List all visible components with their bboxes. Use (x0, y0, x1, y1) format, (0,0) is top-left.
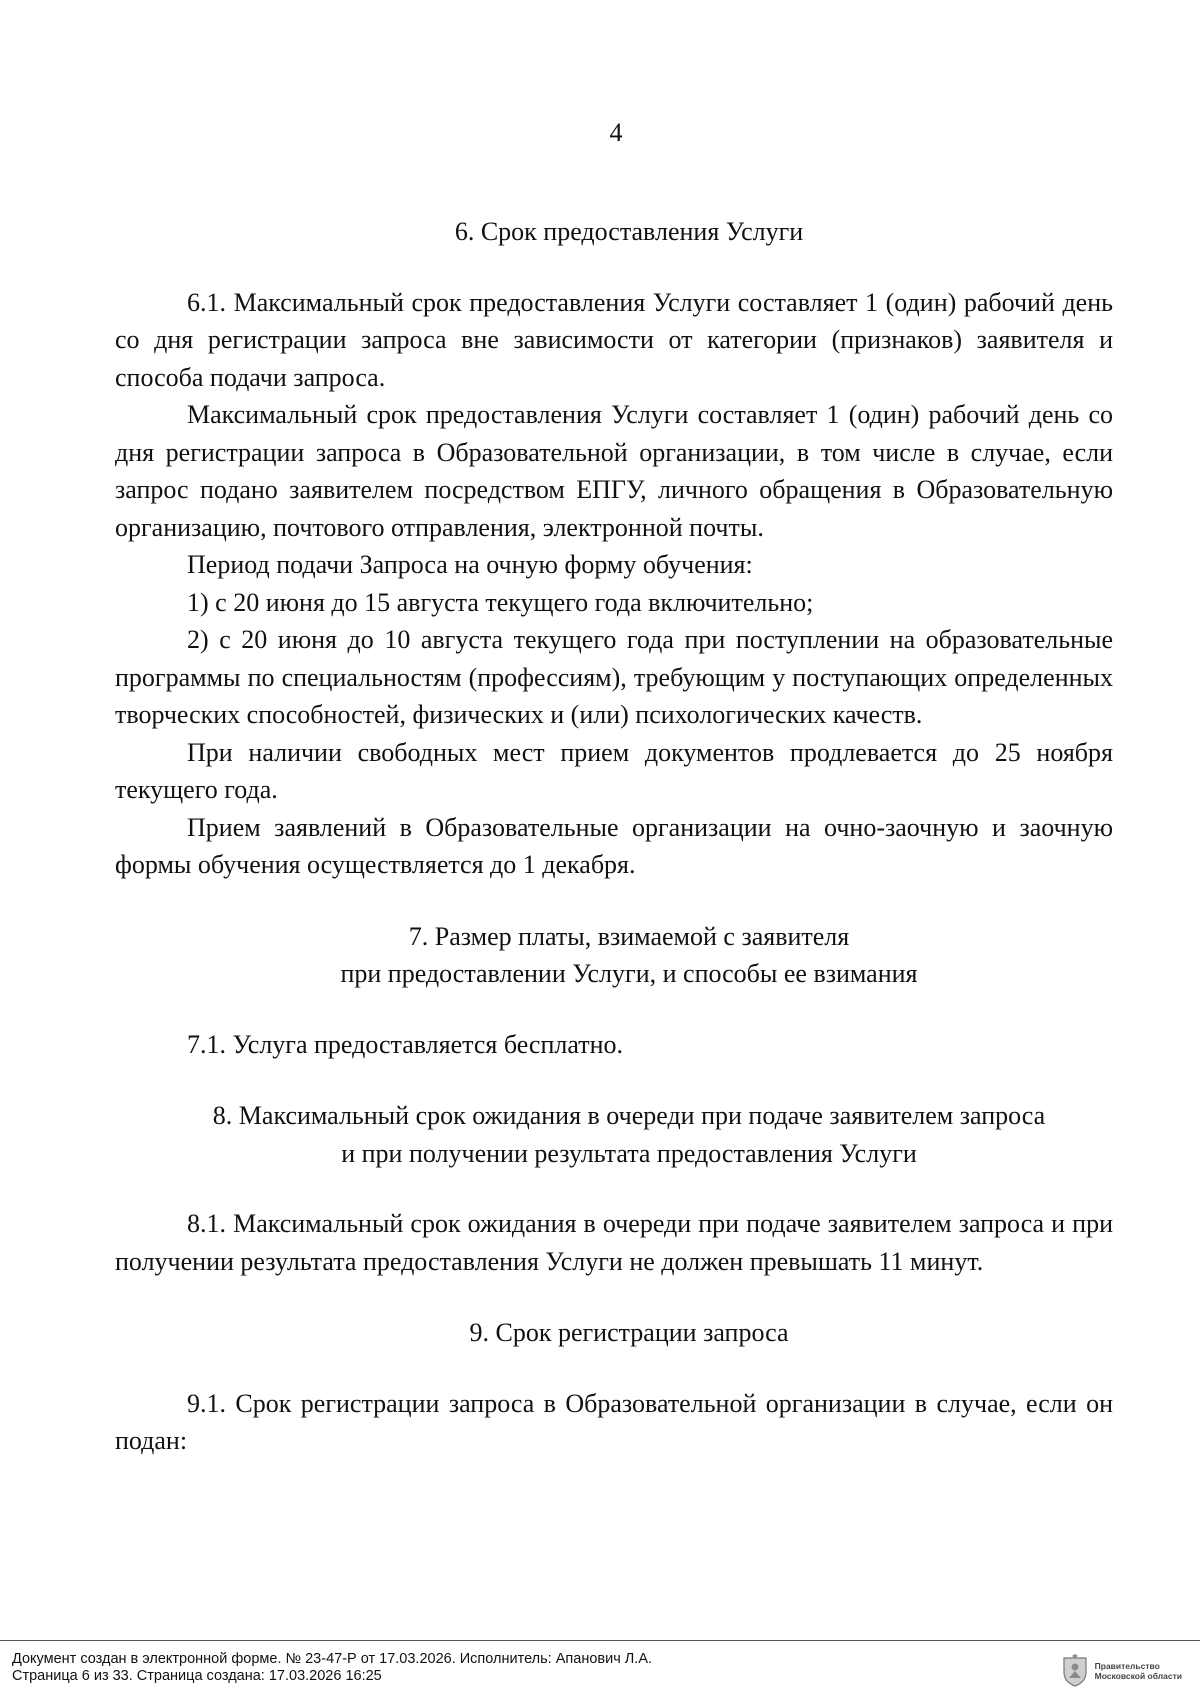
paragraph: Максимальный срок предоставления Услуги составляет 1 (один) рабочий день со дня регистрации запроса в Образовательной организации, в том числе в случае, если запрос подано заявителем посредством ЕПГУ, личного обращения в Образовательную организацию, почтового отправления, электронной почты. (115, 400, 1113, 542)
section-8-heading-line1: 8. Максимальный срок ожидания в очереди при подаче заявителем запроса (212, 1101, 1046, 1130)
paragraph: Период подачи Запроса на очную форму обучения: (187, 550, 753, 579)
footer-line-1: Документ создан в электронной форме. № 23-47-Р от 17.03.2026. Исполнитель: Апанович Л.А. (12, 1651, 653, 1667)
page-number: 4 (609, 118, 623, 147)
logo-text: Правительство Московской области (1094, 1661, 1182, 1681)
section-6 (115, 213, 1113, 884)
section-8-heading-line2: и при получении результата предоставления Услуги (341, 1138, 917, 1168)
paragraph-6-1: 6.1. Максимальный срок предоставления Услуги составляет 1 (один) рабочий день со дня регистрации запроса вне зависимости от категории (признаков) заявителя и способа подачи запроса. (115, 287, 1113, 392)
list-item: 1) с 20 июня до 15 августа текущего года включительно; (187, 587, 814, 617)
section-7-heading-line2: при предоставлении Услуги, и способы ее взимания (340, 959, 918, 988)
section-7-heading (115, 918, 1113, 993)
paragraph: При наличии свободных мест прием документов продлевается до 25 ноября текущего года. (115, 737, 1113, 804)
government-logo (1061, 1651, 1182, 1691)
coat-of-arms-icon (1061, 1654, 1089, 1688)
list-item: 2) с 20 июня до 10 августа текущего года при поступлении на образовательные программы по специальностям (профессиям), требующим у поступающих определенных творческих способностей, физических и (или) психологических качеств. (115, 625, 1113, 729)
footer-line-2: Страница 6 из 33. Страница создана: 17.03.2026 16:25 (12, 1668, 382, 1684)
section-6-heading: 6. Срок предоставления Услуги (454, 217, 804, 246)
paragraph-9-1: 9.1. Срок регистрации запроса в Образовательной организации в случае, если он подан: (115, 1388, 1113, 1455)
section-9-heading: 9. Срок регистрации запроса (469, 1318, 789, 1347)
paragraph-8-1: 8.1. Максимальный срок ожидания в очереди при подаче заявителем запроса и при получении результата предоставления Услуги не должен превышать 11 минут. (115, 1209, 1113, 1276)
section-8-heading (115, 1097, 1113, 1172)
section-7-heading-line1: 7. Размер платы, взимаемой с заявителя (408, 921, 850, 951)
footer-text (12, 1651, 652, 1685)
paragraph: Прием заявлений в Образовательные организации на очно-заочную и заочную формы обучения осуществляется до 1 декабря. (115, 812, 1113, 879)
section-9 (115, 1314, 1113, 1460)
section-8 (115, 1097, 1113, 1280)
paragraph-7-1: 7.1. Услуга предоставляется бесплатно. (187, 1029, 623, 1059)
document-body (115, 213, 1113, 1494)
section-7 (115, 918, 1113, 1064)
document-footer (0, 1640, 1200, 1699)
